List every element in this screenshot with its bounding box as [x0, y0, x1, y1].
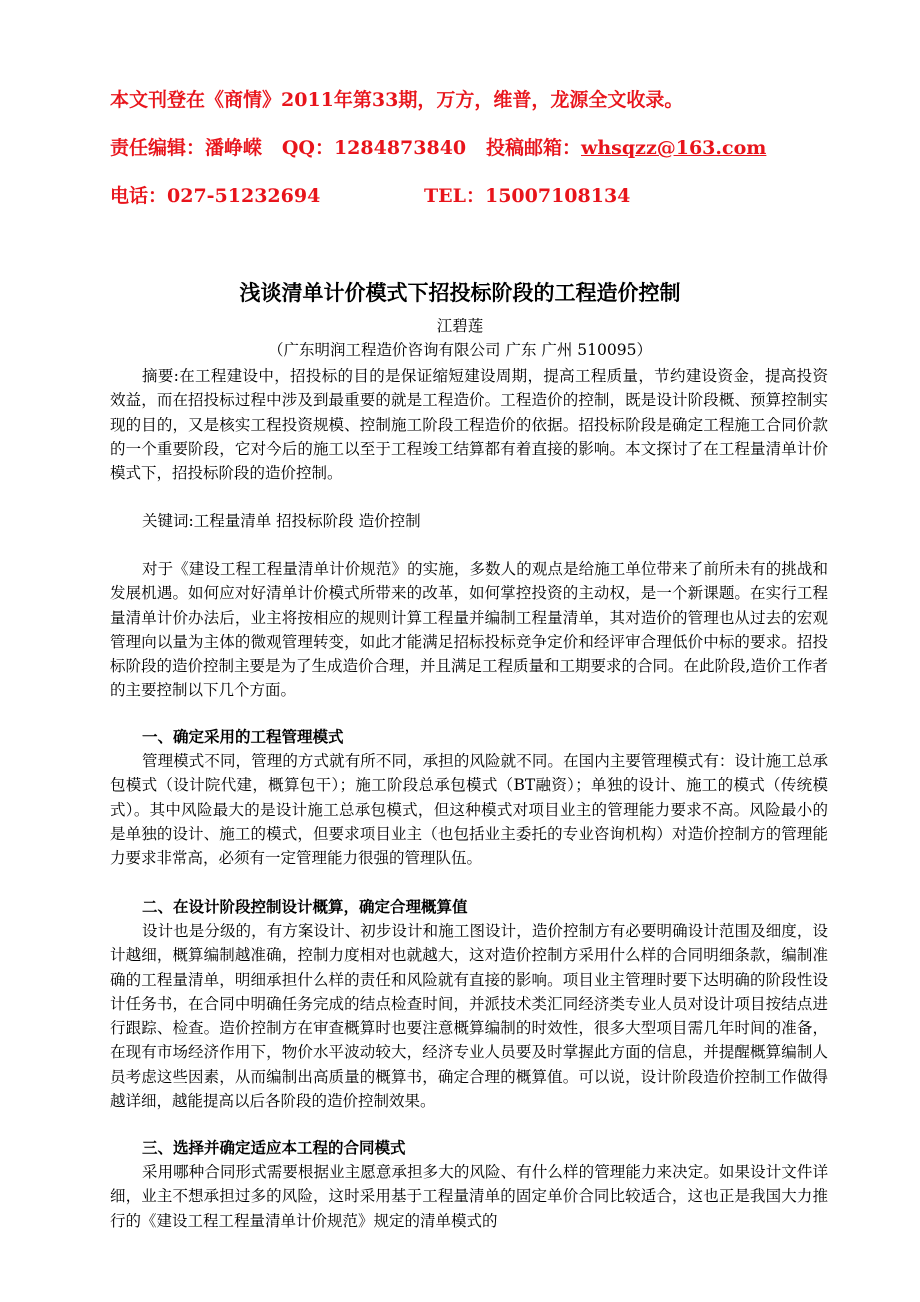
section-heading-1: 一、确定采用的工程管理模式 — [142, 728, 344, 746]
section-body-3: 采用哪种合同形式需要根据业主愿意承担多大的风险、有什么样的管理能力来决定。如果设计文件详细，业主不想承担过多的风险，这时采用基于工程量清单的固定单价合同比较适合，这也正是我国大力推行的《建设工程工程量清单计价规范》规定的清单模式的 — [110, 1163, 828, 1230]
section-heading-2: 二、在设计阶段控制设计概算，确定合理概算值 — [142, 898, 468, 916]
tel-number: TEL：15007108134 — [424, 185, 631, 207]
editor-contact-text: 责任编辑：潘峥嵘 QQ：1284873840 投稿邮箱： — [110, 137, 581, 159]
author-affiliation: （广东明润工程造价咨询有限公司 广东 广州 510095） — [268, 341, 652, 359]
section-body-1: 管理模式不同，管理的方式就有所不同，承担的风险就不同。在国内主要管理模式有：设计施工总承包模式（设计院代建，概算包干）；施工阶段总承包模式（BT融资）；单独的设计、施工的模式（传统模式）。其中风险最大的是设计施工总承包模式，但这种模式对项目业主的管理能力要求不高。风险最小的是单独的设计、施工的模式，但要求项目业主（也包括业主委托的专业咨询机构）对造价控制方的管理能力要求非常高，必须有一定管理能力很强的管理队伍。 — [110, 752, 828, 868]
phone-number: 电话：027-51232694 — [110, 185, 321, 207]
intro-paragraph: 对于《建设工程工程量清单计价规范》的实施，多数人的观点是给施工单位带来了前所未有的挑战和发展机遇。如何应对好清单计价模式所带来的改革，如何掌控投资的主动权，是一个新课题。在实行工程量清单计价办法后，业主将按相应的规则计算工程量并编制工程量清单，其对造价的管理也从过去的宏观管理向以量为主体的微观管理转变，如此才能满足招标投标竞争定价和经评审合理低价中标的要求。招投标阶段的造价控制主要是为了生成造价合理，并且满足工程质量和工期要求的合同。在此阶段,造价工作者的主要控制以下几个方面。 — [110, 560, 828, 700]
email-link[interactable]: whsqzz@163.com — [581, 137, 767, 159]
editor-contact-line — [110, 136, 766, 160]
section-body-2: 设计也是分级的，有方案设计、初步设计和施工图设计，造价控制方有必要明确设计范围及细度，设计越细，概算编制越准确，控制力度相对也就越大，这对造价控制方采用什么样的合同明细条款，编制准确的工程量清单，明细承担什么样的责任和风险就有直接的影响。项目业主管理时要下达明确的阶段性设计任务书，在合同中明确任务完成的结点检查时间，并派技术类汇同经济类专业人员对设计项目按结点进行跟踪、检查。造价控制方在审查概算时也要注意概算编制的时效性，很多大型项目需几年时间的准备，在现有市场经济作用下，物价水平波动较大，经济专业人员要及时掌握此方面的信息，并提醒概算编制人员考虑这些因素，从而编制出高质量的概算书，确定合理的概算值。可以说，设计阶段造价控制工作做得越详细，越能提高以后各阶段的造价控制效果。 — [110, 922, 828, 1111]
article-author: 江碧莲 — [436, 317, 484, 335]
article-title: 浅谈清单计价模式下招投标阶段的工程造价控制 — [239, 281, 681, 305]
section-heading-3: 三、选择并确定适应本工程的合同模式 — [142, 1139, 406, 1157]
phone-line — [110, 184, 320, 208]
abstract-paragraph: 摘要:在工程建设中，招投标的目的是保证缩短建设周期，提高工程质量，节约建设资金，提高投资效益，而在招投标过程中涉及到最重要的就是工程造价。工程造价的控制，既是设计阶段概、预算控制实现的目的，又是核实工程投资规模、控制施工阶段工程造价的依据。招投标阶段是确定工程施工合同价款的一个重要阶段，它对今后的施工以至于工程竣工结算都有着直接的影响。本文探讨了在工程量清单计价模式下，招投标阶段的造价控制。 — [110, 367, 828, 483]
publication-notice: 本文刊登在《商情》2011年第33期，万方，维普，龙源全文收录。 — [110, 89, 684, 111]
keywords-line: 关键词:工程量清单 招投标阶段 造价控制 — [142, 512, 421, 530]
